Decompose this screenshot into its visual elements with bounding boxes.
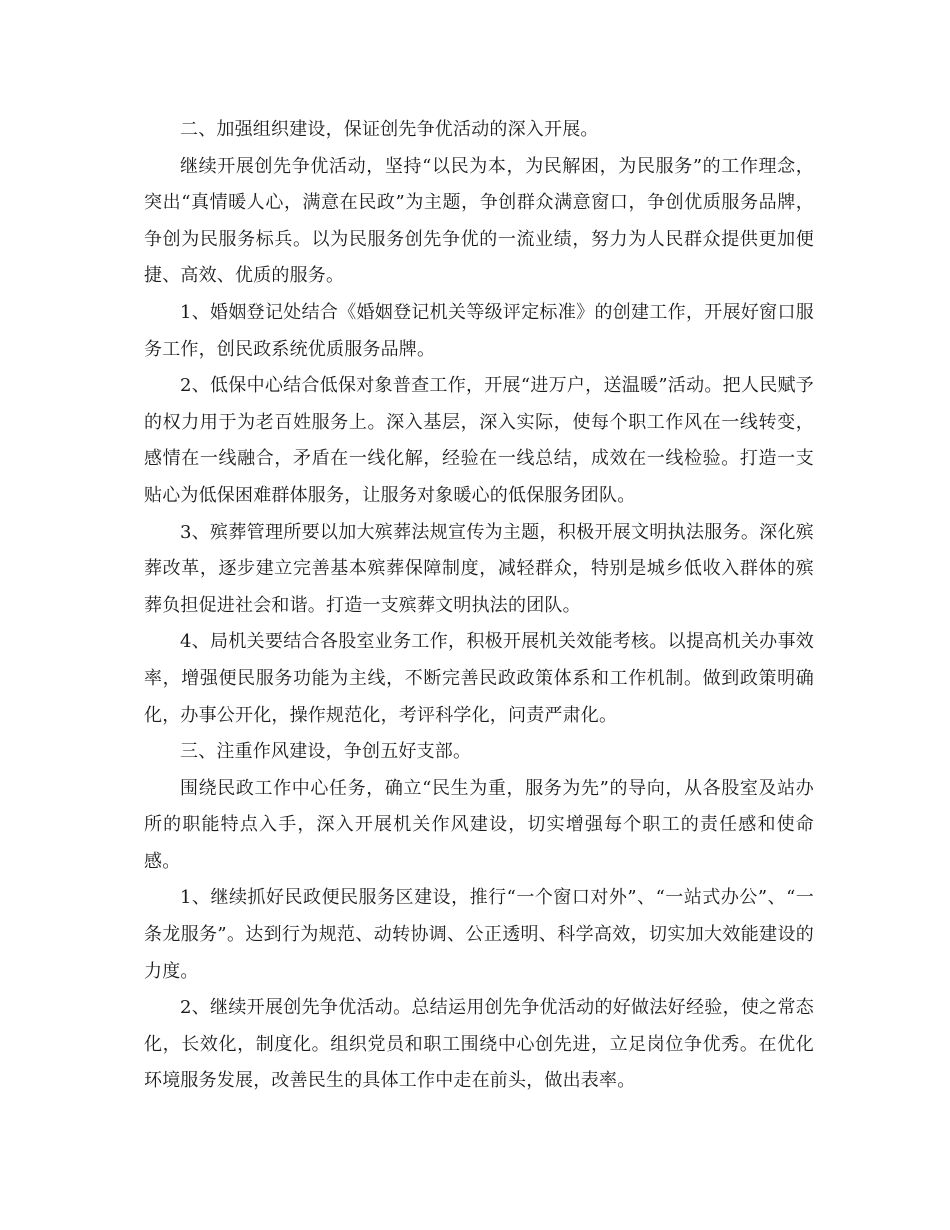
paragraph-heading-3: 三、注重作风建设，争创五好支部。	[180, 741, 472, 763]
paragraph-item: 1、婚姻登记处结合《婚姻登记机关等级评定标准》的创建工作，开展好窗口服务工作，创民政系统优质服务品牌。	[144, 301, 814, 360]
paragraph-item: 2、继续开展创先争优活动。总结运用创先争优活动的好做法好经验，使之常态化，长效化，制度化。组织党员和职工围绕中心创先进，立足岗位争优秀。在优化环境服务发展，改善民生的具体工作中走在前头，做出表率。	[144, 997, 814, 1092]
paragraph: 继续开展创先争优活动，坚持“以民为本，为民解困，为民服务”的工作理念，突出“真情暖人心，满意在民政”为主题，争创群众满意窗口，争创优质服务品牌，争创为民服务标兵。以为民服务创先争优的一流业绩，努力为人民群众提供更加便捷、高效、优质的服务。	[144, 155, 814, 287]
document-body	[144, 112, 814, 1100]
paragraph: 围绕民政工作中心任务，确立“民生为重，服务为先”的导向，从各股室及站办所的职能特点入手，深入开展机关作风建设，切实增强每个职工的责任感和使命感。	[144, 777, 814, 872]
paragraph-item: 2、低保中心结合低保对象普查工作，开展“进万户，送温暖”活动。把人民赋予的权力用于为老百姓服务上。深入基层，深入实际，使每个职工作风在一线转变，感情在一线融合，矛盾在一线化解，经验在一线总结，成效在一线检验。打造一支贴心为低保困难群体服务，让服务对象暖心的低保服务团队。	[144, 375, 814, 506]
paragraph-item: 3、殡葬管理所要以加大殡葬法规宣传为主题，积极开展文明执法服务。深化殡葬改革，逐步建立完善基本殡葬保障制度，减轻群众，特别是城乡低收入群体的殡葬负担促进社会和谐。打造一支殡葬文明执法的团队。	[144, 521, 814, 616]
paragraph-item: 4、局机关要结合各股室业务工作，积极开展机关效能考核。以提高机关办事效率，增强便民服务功能为主线，不断完善民政政策体系和工作机制。做到政策明确化，办事公开化，操作规范化，考评科学化，问责严肃化。	[144, 631, 814, 726]
paragraph-heading-2: 二、加强组织建设，保证创先争优活动的深入开展。	[180, 119, 599, 140]
paragraph-item: 1、继续抓好民政便民服务区建设，推行“一个窗口对外”、“一站式办公”、“一条龙服务”。达到行为规范、动转协调、公正透明、科学高效，切实加大效能建设的力度。	[144, 887, 814, 982]
